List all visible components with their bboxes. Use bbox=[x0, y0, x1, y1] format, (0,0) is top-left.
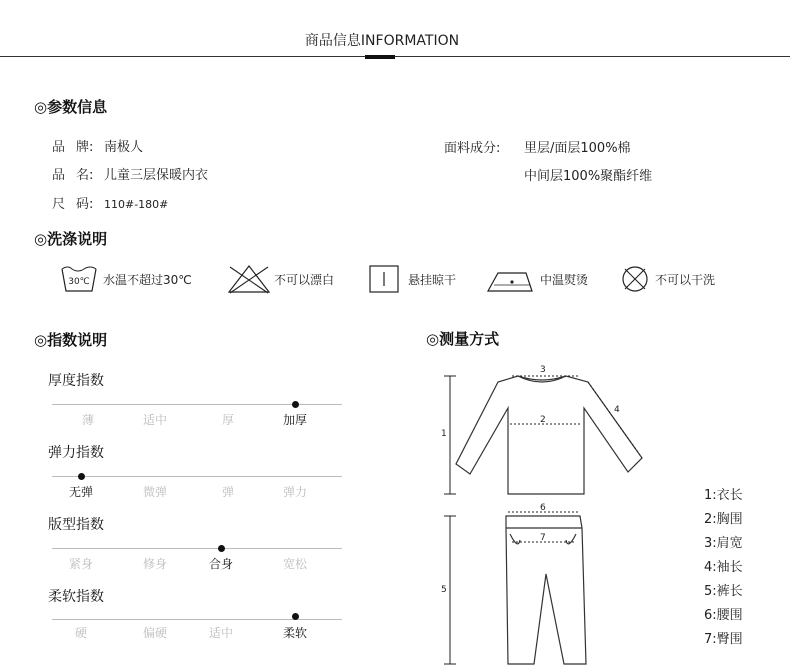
no-bleach-icon bbox=[226, 263, 272, 295]
washing-section-title: ◎洗涤说明 bbox=[34, 230, 108, 248]
param-name-key2: 名: bbox=[76, 168, 94, 183]
measure-num-4: 4 bbox=[614, 405, 620, 415]
param-brand-value: 南极人 bbox=[104, 140, 144, 155]
index-label-fit: 版型指数 bbox=[48, 517, 104, 533]
index-option: 合身 bbox=[208, 557, 233, 571]
measure-section-title: ◎测量方式 bbox=[426, 330, 500, 348]
param-fabric-key: 面料成分: bbox=[444, 141, 501, 156]
index-option: 弹 bbox=[221, 485, 234, 499]
param-size bbox=[52, 193, 168, 212]
param-brand-key1: 品 bbox=[52, 140, 66, 155]
legend-item: 6:腰围 bbox=[704, 608, 743, 623]
index-option: 加厚 bbox=[282, 413, 307, 427]
legend-item: 2:胸围 bbox=[704, 512, 743, 527]
measurement-diagram bbox=[436, 360, 656, 668]
pants-outline bbox=[506, 516, 586, 664]
measure-num-1: 1 bbox=[441, 429, 447, 439]
care-label-iron: 中温熨烫 bbox=[540, 272, 589, 287]
index-track-thickness bbox=[52, 404, 342, 405]
care-item-hang-dry bbox=[368, 263, 456, 295]
header-divider bbox=[0, 56, 790, 57]
index-track-elasticity bbox=[52, 476, 342, 477]
param-fabric bbox=[444, 137, 631, 156]
param-size-key1: 尺 bbox=[52, 197, 66, 212]
indices-section-title: ◎指数说明 bbox=[34, 331, 108, 349]
measure-num-7: 7 bbox=[540, 533, 546, 543]
index-marker-thickness bbox=[292, 401, 299, 408]
measure-num-5: 5 bbox=[441, 585, 447, 595]
care-label-no-dry-clean: 不可以干洗 bbox=[655, 272, 716, 287]
care-item-no-bleach bbox=[226, 263, 334, 295]
index-marker-elasticity bbox=[78, 473, 85, 480]
param-name-value: 儿童三层保暖内衣 bbox=[104, 168, 209, 183]
index-option: 厚 bbox=[221, 413, 234, 427]
param-fabric-value-1: 里层/面层100%棉 bbox=[524, 141, 631, 156]
legend-item: 1:衣长 bbox=[704, 488, 743, 503]
measure-num-2: 2 bbox=[540, 415, 546, 425]
index-option: 适中 bbox=[142, 413, 167, 427]
index-label-softness: 柔软指数 bbox=[48, 589, 104, 605]
legend-item: 5:裤长 bbox=[704, 584, 743, 599]
index-option: 无弹 bbox=[68, 485, 93, 499]
no-dry-clean-icon bbox=[620, 263, 650, 295]
measure-num-3: 3 bbox=[540, 365, 546, 375]
param-name bbox=[52, 164, 208, 183]
care-item-iron bbox=[486, 263, 588, 295]
index-marker-fit bbox=[218, 545, 225, 552]
legend-item: 4:袖长 bbox=[704, 560, 743, 575]
index-option: 紧身 bbox=[68, 557, 93, 571]
index-option: 适中 bbox=[208, 626, 233, 640]
param-name-key1: 品 bbox=[52, 168, 66, 183]
wash-temp-badge: 30℃ bbox=[68, 277, 90, 287]
hang-dry-icon bbox=[368, 263, 400, 295]
care-item-wash-30 bbox=[60, 263, 192, 295]
index-track-softness bbox=[52, 619, 342, 620]
param-brand bbox=[52, 136, 143, 155]
iron-medium-icon bbox=[486, 263, 534, 295]
index-option: 硬 bbox=[74, 626, 87, 640]
care-item-no-dry-clean bbox=[620, 263, 715, 295]
section-header-title: 商品信息INFORMATION bbox=[304, 33, 460, 49]
index-option: 薄 bbox=[81, 413, 94, 427]
index-option: 修身 bbox=[142, 557, 167, 571]
param-size-key2: 码: bbox=[76, 197, 94, 212]
param-size-value: 110#-180# bbox=[104, 198, 169, 211]
legend-item: 3:肩宽 bbox=[704, 536, 743, 551]
index-option: 偏硬 bbox=[142, 626, 167, 640]
index-option: 宽松 bbox=[282, 557, 307, 571]
index-track-fit bbox=[52, 548, 342, 549]
measure-num-6: 6 bbox=[540, 503, 546, 513]
params-section-title: ◎参数信息 bbox=[34, 98, 108, 116]
param-brand-key2: 牌: bbox=[76, 140, 94, 155]
index-option: 微弹 bbox=[142, 485, 167, 499]
param-fabric-value-2: 中间层100%聚酯纤维 bbox=[524, 169, 653, 184]
legend-item: 7:臀围 bbox=[704, 632, 743, 647]
care-label-no-bleach: 不可以漂白 bbox=[274, 272, 335, 287]
index-label-elasticity: 弹力指数 bbox=[48, 445, 104, 461]
index-label-thickness: 厚度指数 bbox=[48, 373, 104, 389]
measure-legend bbox=[704, 484, 743, 652]
header-accent-mark bbox=[365, 55, 395, 59]
care-label-wash: 水温不超过30℃ bbox=[103, 272, 192, 287]
index-option: 弹力 bbox=[282, 485, 307, 499]
index-option: 柔软 bbox=[282, 626, 307, 640]
index-marker-softness bbox=[292, 613, 299, 620]
care-label-hang-dry: 悬挂晾干 bbox=[408, 272, 457, 287]
shirt-outline bbox=[456, 376, 642, 494]
wash-30-icon bbox=[60, 263, 98, 295]
